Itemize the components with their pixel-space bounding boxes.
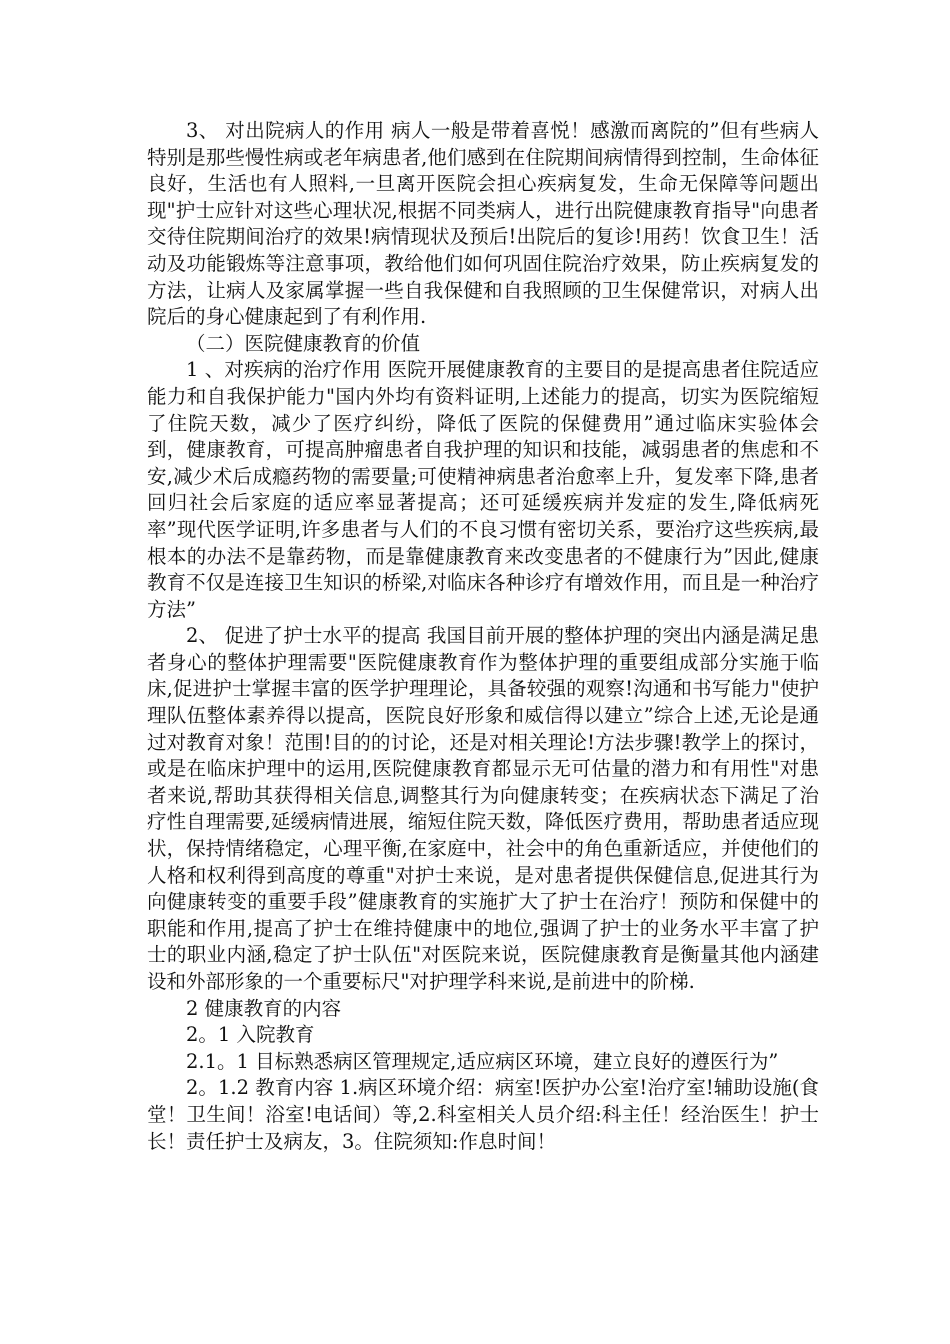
section-heading-content: 2 健康教育的内容 xyxy=(186,996,342,1020)
paragraph-admission-content: 2。1.2 教育内容 1.病区环境介绍：病室!医护办公室!治疗室!辅助设施(食堂！卫生间！浴室!电话间）等,2.科室相关人员介绍:科主任！经治医生！护士长！责任护士及病友，3。住院须知:作息时间！ xyxy=(147,1076,819,1153)
paragraph-treatment-effect: 1 、对疾病的治疗作用 医院开展健康教育的主要目的是提高患者住院适应能力和自我保护能力"国内外均有资料证明,上述能力的提高，切实为医院缩短了住院天数，减少了医疗纠纷，降低了医院的保健费用”通过临床实验体会到，健康教育，可提高肿瘤患者自我护理的知识和技能，减弱患者的焦虑和不安,减少术后成瘾药物的需要量;可使精神病患者治愈率上升，复发率下降,患者回归社会后家庭的适应率显著提高；还可延缓疾病并发症的发生,降低病死率”现代医学证明,许多患者与人们的不良习惯有密切关系，要治疗这些疾病,最根本的办法不是靠药物，而是靠健康教育来改变患者的不健康行为”因此,健康教育不仅是连接卫生知识的桥梁,对临床各种诊疗有增效作用，而且是一种治疗方法” xyxy=(147,358,819,621)
document-page xyxy=(147,118,819,1155)
paragraph-discharge-effect: 3、 对出院病人的作用 病人一般是带着喜悦！感激而离院的”但有些病人特别是那些慢性病或老年病患者,他们感到在住院期间病情得到控制，生命体征良好，生活也有人照料,一旦离开医院会担心疾病复发，生命无保障等问题出现"护士应针对这些心理状况,根据不同类病人，进行出院健康教育指导"向患者交待住院期间治疗的效果!病情现状及预后!出院后的复诊!用药！饮食卫生！活动及功能锻炼等注意事项，教给他们如何巩固住院治疗效果，防止疾病复发的方法，让病人及家属掌握一些自我保健和自我照顾的卫生保健常识，对病人出院后的身心健康起到了有利作用. xyxy=(147,119,819,329)
section-heading-value: （二）医院健康教育的价值 xyxy=(186,331,421,355)
paragraph-admission-goal: 2.1。1 目标熟悉病区管理规定,适应病区环境，建立良好的遵医行为” xyxy=(186,1049,779,1073)
paragraph-nurse-improvement: 2、 促进了护士水平的提高 我国目前开展的整体护理的突出内涵是满足患者身心的整体护理需要"医院健康教育作为整体护理的重要组成部分实施于临床,促进护士掌握丰富的医学护理理论，具备较强的观察!沟通和书写能力"使护理队伍整体素养得以提高，医院良好形象和威信得以建立”综合上述,无论是通过对教育对象！范围!目的的讨论，还是对相关理论!方法步骤!教学上的探讨，或是在临床护理中的运用,医院健康教育都显示无可估量的潜力和有用性"对患者来说,帮助其获得相关信息,调整其行为向健康转变；在疾病状态下满足了治疗性自理需要,延缓病情进展，缩短住院天数，降低医疗费用，帮助患者适应现状，保持情绪稳定，心理平衡,在家庭中，社会中的角色重新适应，并使他们的人格和权利得到高度的尊重"对护士来说，是对患者提供保健信息,促进其行为向健康转变的重要手段”健康教育的实施扩大了护士在治疗！预防和保健中的职能和作用,提高了护士在维持健康中的地位,强调了护士的业务水平丰富了护士的职业内涵,稳定了护士队伍"对医院来说，医院健康教育是衡量其他内涵建设和外部形象的一个重要标尺"对护理学科来说,是前进中的阶梯. xyxy=(147,624,819,993)
subsection-heading-admission: 2。1 入院教育 xyxy=(186,1023,315,1047)
